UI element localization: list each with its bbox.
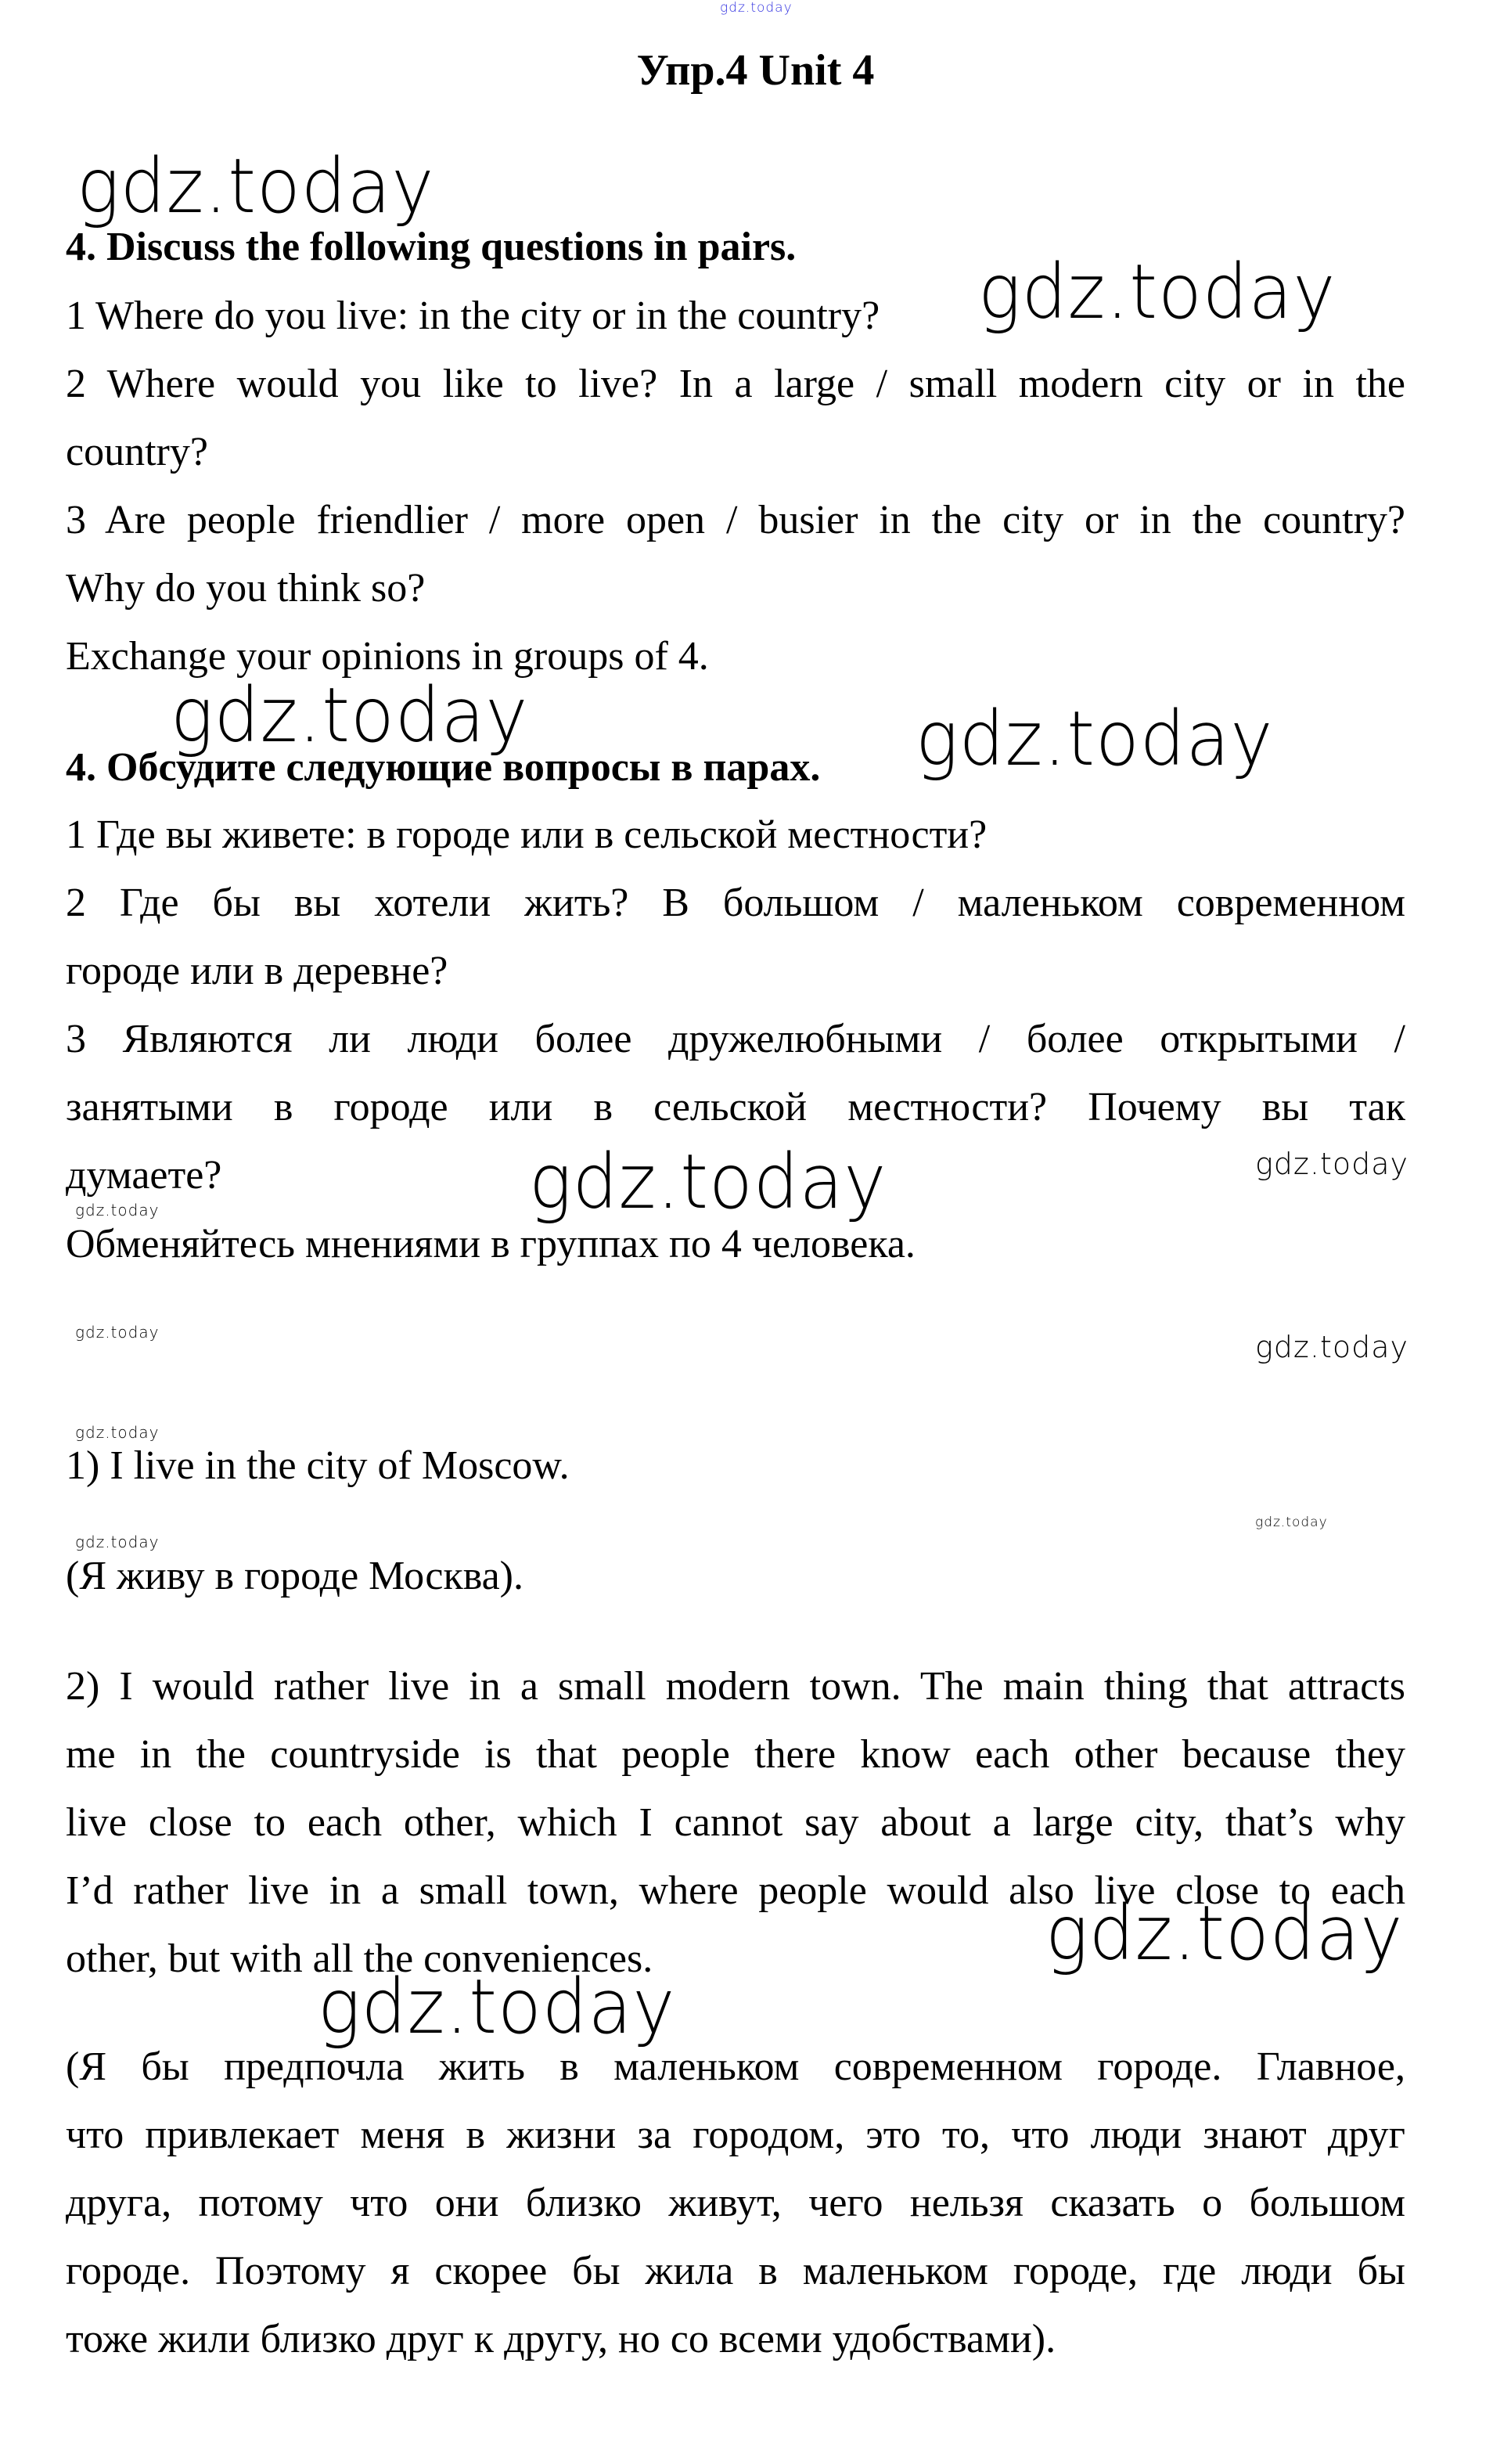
answer-2-ru-line: городе. Поэтому я скорее бы жила в маленьком городе, где люди бы [66,2249,1405,2293]
watermark: gdz.today [1045,1889,1404,1977]
answer-2-ru-line: (Я бы предпочла жить в маленьком современном городе. Главное, [66,2044,1405,2089]
answer-2-en-line: I’d rather live in a small town, where people would also live close to each [66,1868,1405,1913]
answer-2-ru-line: друга, потому что они близко живут, чего нельзя сказать о большом [66,2181,1405,2225]
task-en-line: 3 Are people friendlier / more open / busier in the city or in the country? [66,498,1405,542]
task-ru-line: 1 Где вы живете: в городе или в сельской местности? [66,812,988,857]
watermark: gdz.today [1255,1147,1408,1181]
answer-2-en-line: me in the countryside is that people there know each other because they [66,1732,1405,1777]
watermark: gdz.today [1255,1330,1408,1364]
task-en-line: 1 Where do you live: in the city or in the country? [66,294,880,338]
watermark: gdz.today [1255,1515,1328,1530]
answer-2-ru-line: что привлекает меня в жизни за городом, это то, что люди знают друг [66,2113,1405,2157]
answer-1-ru: (Я живу в городе Москва). [66,1554,523,1598]
task-en-line: Why do you think so? [66,566,426,611]
watermark: gdz.today [529,1138,887,1226]
task-ru-line: 2 Где бы вы хотели жить? В большом / маленьком современном [66,881,1405,925]
watermark: gdz.today [916,695,1274,783]
task-en-heading: 4. Discuss the following questions in pairs. [66,225,797,269]
task-en-line: 2 Where would you like to live? In a large / small modern city or in the [66,362,1405,406]
watermark: gdz.today [75,1201,160,1219]
watermark: gdz.today [75,1423,160,1442]
watermark: gdz.today [171,672,529,759]
answer-2-en-line: 2) I would rather live in a small modern town. The main thing that attracts [66,1664,1405,1709]
task-ru-line: городе или в деревне? [66,949,448,993]
task-ru-line: занятыми в городе или в сельской местности? Почему вы так [66,1085,1405,1129]
answer-2-ru-line: тоже жили близко друг к другу, но со всеми удобствами). [66,2317,1056,2361]
task-ru-heading: 4. Обсудите следующие вопросы в парах. [66,745,821,790]
task-ru-line: думаете? [66,1153,222,1198]
answer-2-en-line: other, but with all the conveniences. [66,1936,653,1981]
watermark-top: gdz.today [720,0,793,16]
task-ru-line: Обменяйтесь мнениями в группах по 4 человека. [66,1222,916,1266]
task-en-line: country? [66,430,208,474]
watermark: gdz.today [77,142,435,230]
task-en-line: Exchange your opinions in groups of 4. [66,634,709,679]
answer-1-en: 1) I live in the city of Moscow. [66,1443,570,1488]
watermark: gdz.today [318,1963,676,2051]
task-ru-line: 3 Являются ли люди более дружелюбными / более открытыми / [66,1017,1405,1061]
answer-2-en-line: live close to each other, which I cannot say about a large city, that’s why [66,1800,1405,1845]
watermark: gdz.today [978,248,1337,336]
watermark: gdz.today [75,1533,160,1551]
page-title: Упр.4 Unit 4 [636,46,875,95]
watermark: gdz.today [75,1323,160,1342]
